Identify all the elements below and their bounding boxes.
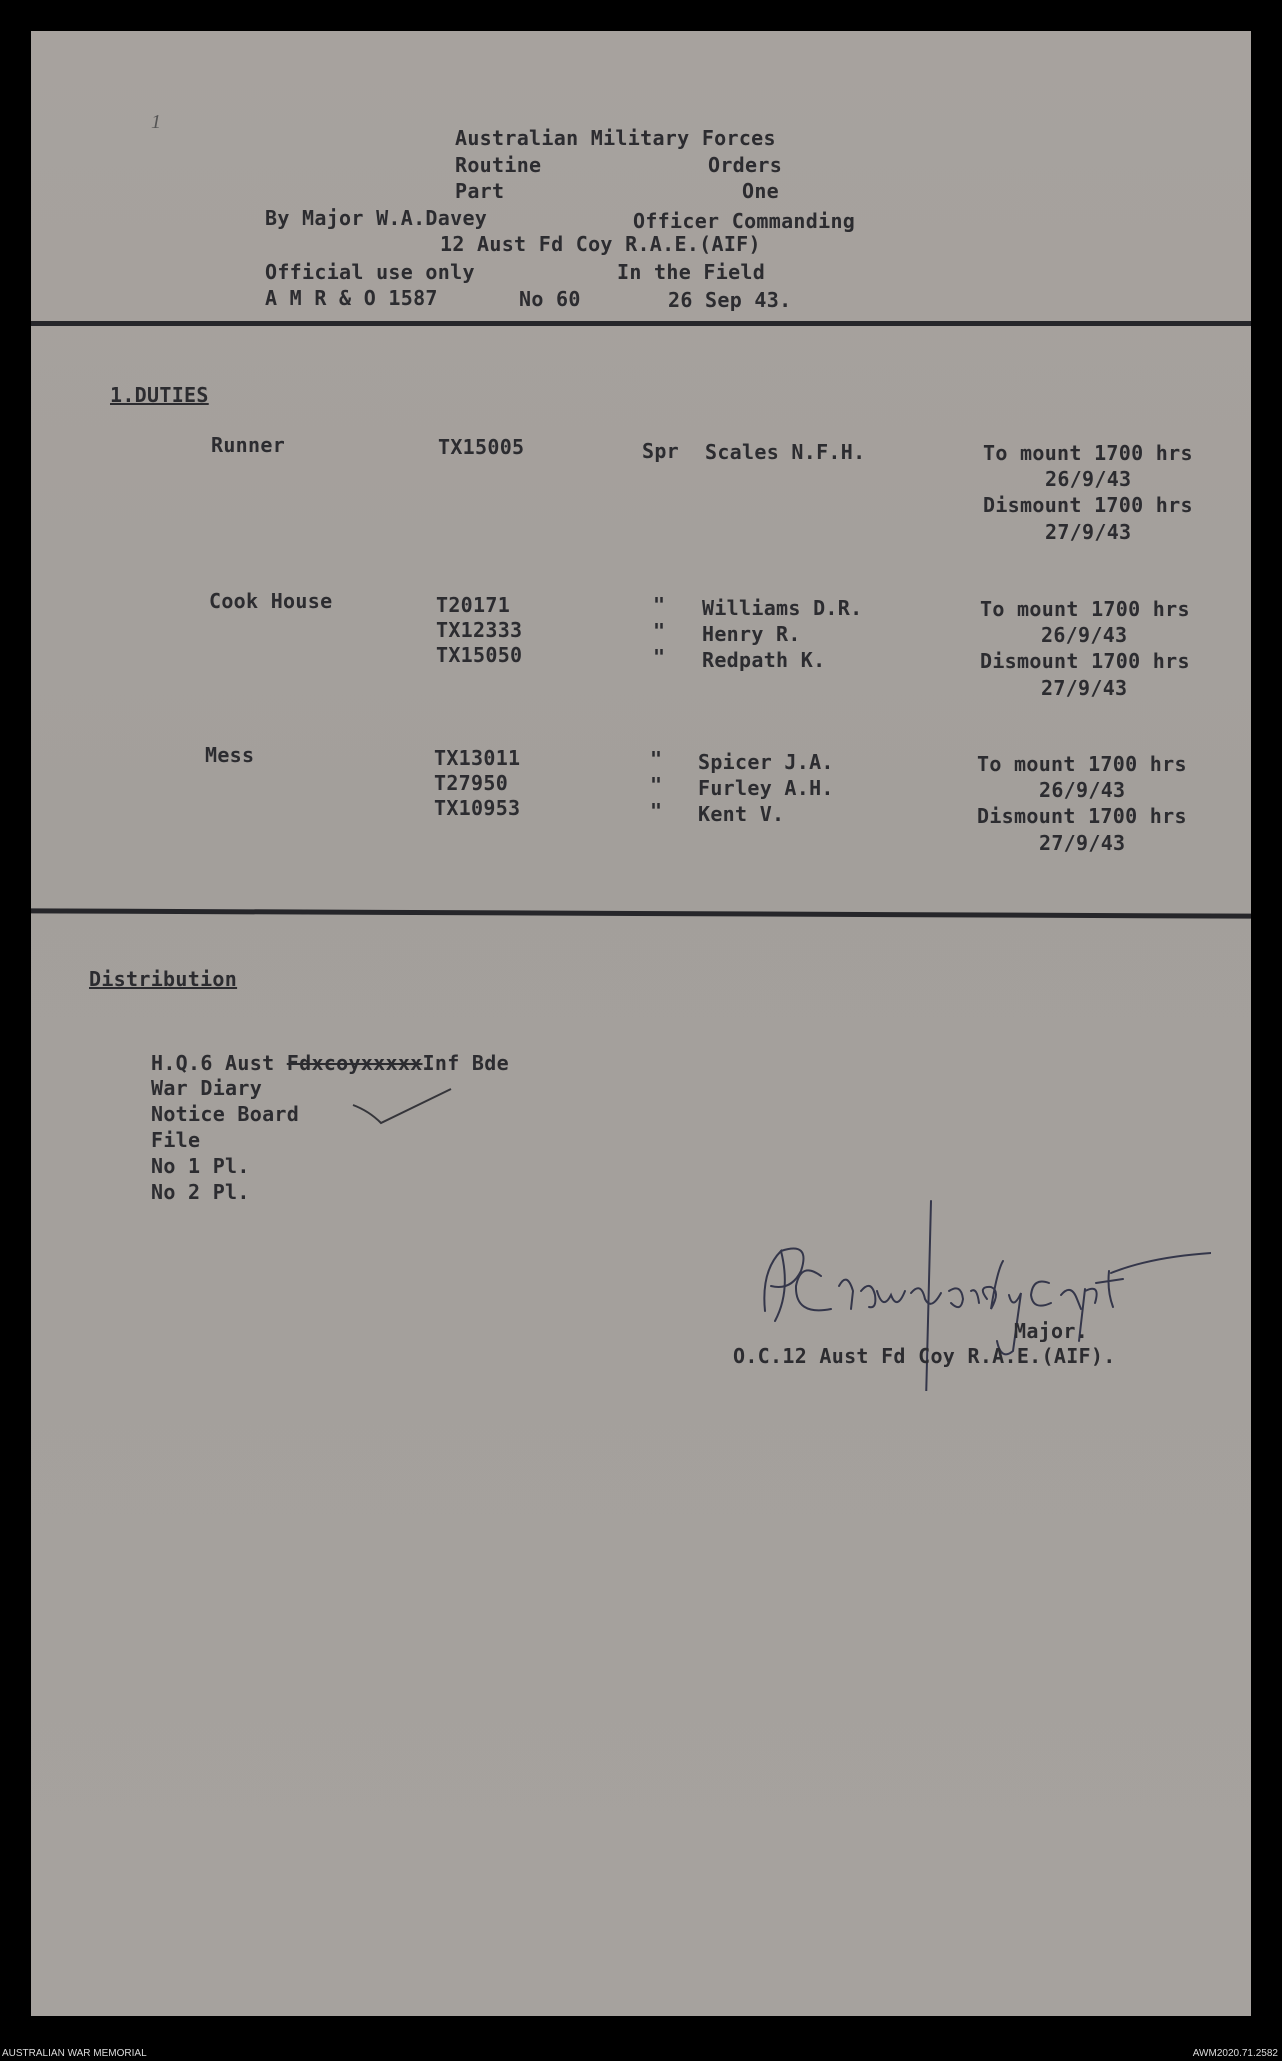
- dismount-date: 27/9/43: [1045, 520, 1132, 544]
- tick-mark: [351, 1083, 461, 1143]
- signature-title: O.C.12 Aust Fd Coy R.A.E.(AIF).: [733, 1344, 1116, 1368]
- service-number: TX10953: [434, 796, 521, 820]
- distribution-item: No 1 Pl.: [151, 1154, 250, 1178]
- mount-date: 26/9/43: [1041, 623, 1128, 647]
- header-field: In the Field: [617, 260, 766, 284]
- distribution-item: Notice Board: [151, 1102, 300, 1126]
- header-one: One: [742, 179, 780, 203]
- rank: ": [650, 799, 663, 823]
- mount-date: 26/9/43: [1045, 467, 1132, 491]
- soldier-name: Redpath K.: [702, 648, 826, 672]
- header-by: By Major W.A.Davey: [265, 206, 488, 230]
- duty-name: Mess: [205, 743, 255, 767]
- hq-suffix: Inf Bde: [422, 1051, 509, 1075]
- mount-time: To mount 1700 hrs: [977, 752, 1187, 776]
- service-number: T20171: [436, 593, 511, 617]
- header-date: 26 Sep 43.: [668, 288, 792, 312]
- header-orders: Orders: [708, 153, 783, 177]
- pencil-mark: 1: [151, 111, 161, 133]
- dismount-date: 27/9/43: [1039, 831, 1126, 855]
- header-officer: Officer Commanding: [633, 209, 856, 233]
- rank: ": [653, 593, 666, 617]
- service-number: T27950: [434, 771, 509, 795]
- hq-struck-text: Fdxcoyxxxxx: [286, 1051, 423, 1075]
- service-number: TX15005: [438, 435, 525, 459]
- header-official: Official use only: [265, 260, 475, 284]
- document-page: [31, 31, 1251, 2016]
- signature-rank: Major.: [1014, 1319, 1089, 1343]
- rank: ": [650, 747, 663, 771]
- service-number: TX12333: [436, 618, 523, 642]
- dismount-time: Dismount 1700 hrs: [983, 493, 1193, 517]
- service-number: TX13011: [434, 746, 521, 770]
- soldier-name: Henry R.: [702, 622, 801, 646]
- soldier-name: Spicer J.A.: [698, 750, 834, 774]
- rank: ": [653, 619, 666, 643]
- soldier-name: Scales N.F.H.: [705, 440, 866, 464]
- divider: [31, 908, 1251, 918]
- duty-name: Runner: [211, 433, 286, 457]
- duty-name: Cook House: [209, 589, 333, 613]
- rank: ": [653, 645, 666, 669]
- divider: [31, 321, 1251, 326]
- header-title: Australian Military Forces: [455, 126, 776, 150]
- distribution-item: File: [151, 1128, 201, 1152]
- header-amr: A M R & O 1587: [265, 286, 438, 310]
- soldier-name: Kent V.: [698, 802, 785, 826]
- dismount-time: Dismount 1700 hrs: [977, 804, 1187, 828]
- mount-date: 26/9/43: [1039, 778, 1126, 802]
- distribution-item: War Diary: [151, 1076, 263, 1100]
- footer-right: AWM2020.71.2582: [1192, 2048, 1278, 2059]
- dismount-time: Dismount 1700 hrs: [980, 649, 1190, 673]
- distribution-item: No 2 Pl.: [151, 1180, 250, 1204]
- service-number: TX15050: [436, 643, 523, 667]
- footer-left: AUSTRALIAN WAR MEMORIAL: [2, 2048, 147, 2059]
- hq-prefix: H.Q.6 Aust: [151, 1051, 287, 1075]
- distribution-heading: Distribution: [89, 967, 238, 991]
- header-no: No 60: [519, 287, 581, 311]
- rank: Spr: [642, 439, 680, 463]
- distribution-item-hq: [151, 1051, 509, 1075]
- rank: ": [650, 773, 663, 797]
- mount-time: To mount 1700 hrs: [983, 441, 1193, 465]
- duties-heading: 1.DUTIES: [110, 383, 209, 407]
- mount-time: To mount 1700 hrs: [980, 597, 1190, 621]
- header-routine: Routine: [455, 153, 542, 177]
- header-part: Part: [455, 179, 505, 203]
- header-unit: 12 Aust Fd Coy R.A.E.(AIF): [440, 232, 761, 256]
- soldier-name: Williams D.R.: [702, 596, 863, 620]
- soldier-name: Furley A.H.: [698, 776, 834, 800]
- dismount-date: 27/9/43: [1041, 676, 1128, 700]
